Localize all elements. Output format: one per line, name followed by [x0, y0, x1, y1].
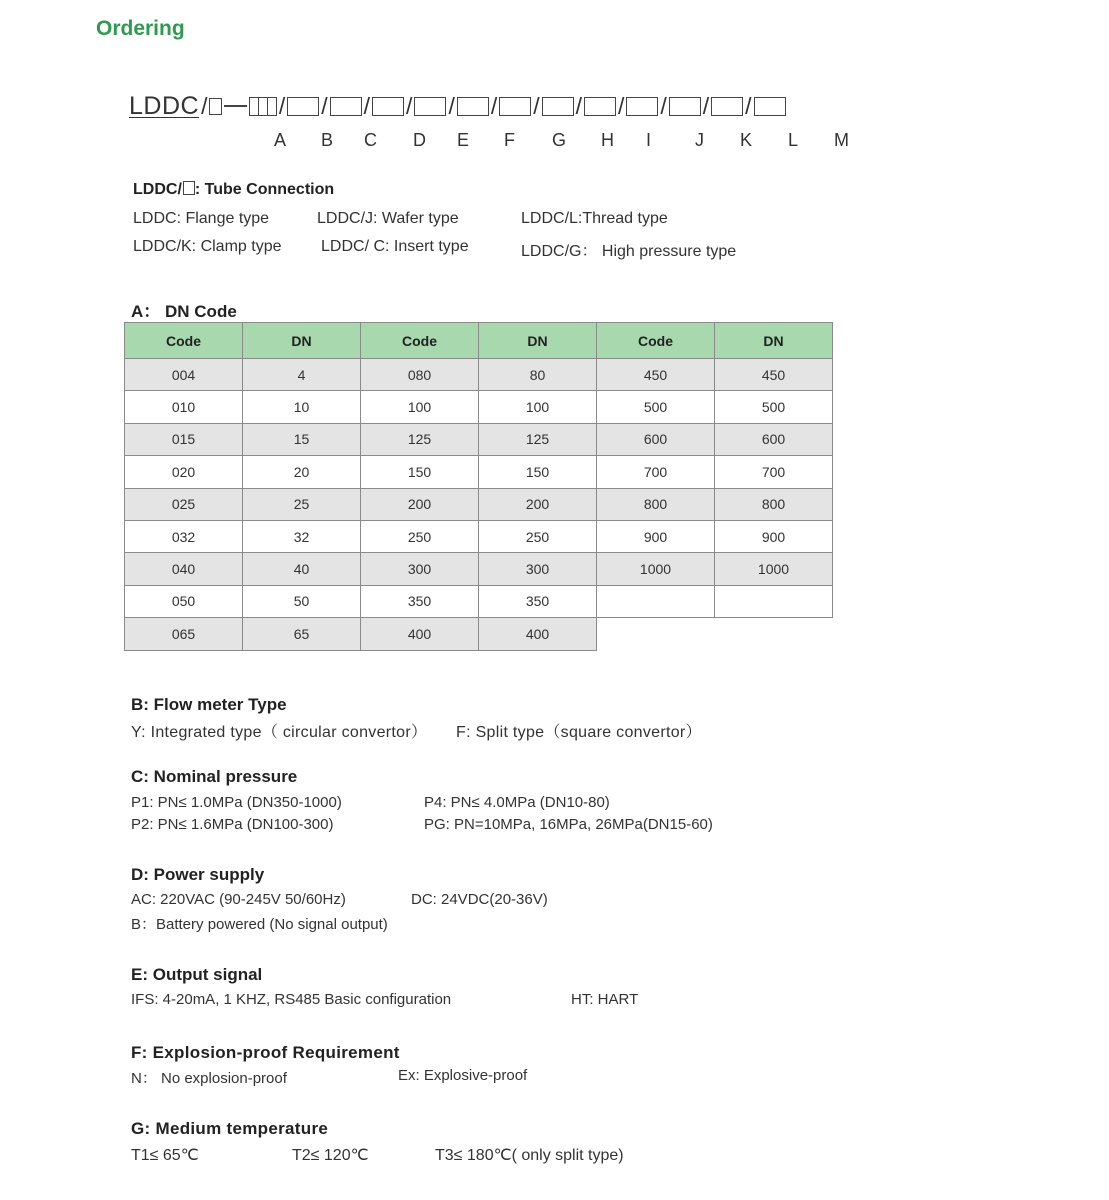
table-cell: 350 — [361, 585, 479, 617]
placeholder-box — [499, 97, 531, 116]
table-cell: 1000 — [597, 553, 715, 585]
placeholder-box — [414, 97, 446, 116]
slash-separator: / — [201, 92, 208, 119]
model-letter: I — [646, 130, 652, 150]
table-cell: 25 — [243, 488, 361, 520]
model-letter: G — [552, 130, 567, 150]
placeholder-box — [183, 181, 195, 195]
placeholder-box — [584, 97, 616, 116]
table-cell: 200 — [479, 488, 597, 520]
table-cell: 800 — [597, 488, 715, 520]
explosion-proof-heading: F: Explosion-proof Requirement — [131, 1043, 400, 1062]
medium-temperature-item: T1≤ 65℃ — [131, 1147, 199, 1164]
table-cell: 010 — [125, 391, 243, 423]
tube-type-item: LDDC/ C: Insert type — [321, 238, 469, 255]
table-cell: 040 — [125, 553, 243, 585]
model-prefix: LDDC — [129, 91, 200, 120]
table-cell: 600 — [715, 423, 833, 455]
table-cell: 080 — [361, 359, 479, 391]
model-letter: C — [364, 130, 377, 150]
column-header: DN — [243, 323, 361, 359]
table-cell: 10 — [243, 391, 361, 423]
model-letter: D — [413, 130, 426, 150]
table-cell: 400 — [361, 618, 479, 650]
model-code-diagram: LDDC / / / / / / / / / / / / / — [129, 91, 786, 121]
table-cell: 32 — [243, 520, 361, 552]
power-supply-item: AC: 220VAC (90-245V 50/60Hz) — [131, 891, 346, 908]
table-cell: 125 — [479, 423, 597, 455]
table-cell: 15 — [243, 423, 361, 455]
table-cell: 125 — [361, 423, 479, 455]
flow-meter-type-item: Y: Integrated type（ circular convertor） — [131, 724, 428, 741]
column-header: DN — [479, 323, 597, 359]
column-header: Code — [597, 323, 715, 359]
model-letter: J — [695, 130, 704, 150]
table-cell: 40 — [243, 553, 361, 585]
model-letter: E — [457, 130, 470, 150]
nominal-pressure-heading: C: Nominal pressure — [131, 767, 298, 786]
tube-connection-heading: LDDC/ : Tube Connection — [133, 181, 335, 198]
table-cell: 1000 — [715, 553, 833, 585]
flow-meter-type-heading: B: Flow meter Type — [131, 695, 287, 714]
explosion-proof-item: Ex: Explosive-proof — [398, 1067, 528, 1084]
model-letter: L — [788, 130, 799, 150]
medium-temperature-item: T2≤ 120℃ — [292, 1147, 369, 1164]
placeholder-box — [626, 97, 658, 116]
table-row — [125, 423, 833, 455]
table-cell — [597, 585, 715, 617]
table-cell: 025 — [125, 488, 243, 520]
dn-code-boxes — [249, 97, 276, 116]
nominal-pressure-item: PG: PN=10MPa, 16MPa, 26MPa(DN15-60) — [424, 816, 713, 833]
medium-temperature-item: T3≤ 180℃( only split type) — [435, 1147, 624, 1164]
placeholder-box — [669, 97, 701, 116]
model-letter: A — [274, 130, 287, 150]
tube-type-item: LDDC/J: Wafer type — [317, 210, 459, 227]
table-cell: 700 — [597, 456, 715, 488]
output-signal-item: IFS: 4-20mA, 1 KHZ, RS485 Basic configuration — [131, 991, 452, 1008]
table-cell: 065 — [125, 618, 243, 650]
column-header: DN — [715, 323, 833, 359]
power-supply-heading: D: Power supply — [131, 865, 265, 884]
column-header: Code — [361, 323, 479, 359]
table-cell: 65 — [243, 618, 361, 650]
table-cell: 015 — [125, 423, 243, 455]
placeholder-box — [542, 97, 574, 116]
table-cell: 032 — [125, 520, 243, 552]
dn-code-table — [124, 322, 833, 651]
table-cell: 150 — [479, 456, 597, 488]
table-row — [125, 585, 833, 617]
table-cell: 050 — [125, 585, 243, 617]
placeholder-box — [457, 97, 489, 116]
placeholder-box — [330, 97, 362, 116]
model-letter: F — [504, 130, 515, 150]
nominal-pressure-item: P1: PN≤ 1.0MPa (DN350-1000) — [131, 794, 342, 811]
table-cell: 450 — [715, 359, 833, 391]
table-cell: 800 — [715, 488, 833, 520]
nominal-pressure-item: P4: PN≤ 4.0MPa (DN10-80) — [424, 794, 610, 811]
table-cell: 020 — [125, 456, 243, 488]
power-supply-item: DC: 24VDC(20-36V) — [411, 891, 548, 908]
dash-separator — [224, 105, 247, 107]
table-cell: 100 — [361, 391, 479, 423]
model-letter: K — [740, 130, 753, 150]
table-row — [125, 618, 833, 650]
explosion-proof-item: N： No explosion-proof — [131, 1070, 287, 1087]
tube-type-item: LDDC/K: Clamp type — [133, 238, 282, 255]
table-cell: 300 — [479, 553, 597, 585]
table-row — [125, 391, 833, 423]
placeholder-box — [287, 97, 319, 116]
empty-cell — [715, 618, 833, 650]
tube-type-item: LDDC/G： High pressure type — [521, 243, 737, 260]
table-cell: 150 — [361, 456, 479, 488]
dn-code-heading: A： DN Code — [131, 302, 237, 321]
table-cell: 700 — [715, 456, 833, 488]
tube-type-item: LDDC/L:Thread type — [521, 210, 668, 227]
table-cell: 4 — [243, 359, 361, 391]
column-header: Code — [125, 323, 243, 359]
table-cell: 600 — [597, 423, 715, 455]
page-title: Ordering — [96, 17, 185, 40]
output-signal-heading: E: Output signal — [131, 965, 263, 984]
flow-meter-type-item: F: Split type（square convertor） — [456, 724, 702, 741]
table-cell: 200 — [361, 488, 479, 520]
table-cell: 004 — [125, 359, 243, 391]
table-row — [125, 359, 833, 391]
table-cell: 250 — [479, 520, 597, 552]
model-letter: H — [601, 130, 614, 150]
placeholder-box — [372, 97, 404, 116]
model-letter: B — [321, 130, 334, 150]
table-cell: 500 — [715, 391, 833, 423]
nominal-pressure-item: P2: PN≤ 1.6MPa (DN100-300) — [131, 816, 334, 833]
table-cell: 450 — [597, 359, 715, 391]
table-row — [125, 488, 833, 520]
model-letter: M — [834, 130, 849, 150]
placeholder-box — [754, 97, 786, 116]
table-row — [125, 456, 833, 488]
table-cell: 250 — [361, 520, 479, 552]
table-row — [125, 553, 833, 585]
table-header-row — [125, 323, 833, 359]
table-cell: 350 — [479, 585, 597, 617]
table-cell: 80 — [479, 359, 597, 391]
tube-type-item: LDDC: Flange type — [133, 210, 270, 227]
placeholder-box — [209, 98, 222, 115]
table-cell: 900 — [597, 520, 715, 552]
table-cell: 400 — [479, 618, 597, 650]
empty-cell — [597, 618, 715, 650]
placeholder-box — [711, 97, 743, 116]
table-cell — [715, 585, 833, 617]
power-supply-item: B：Battery powered (No signal output) — [131, 916, 388, 933]
output-signal-item: HT: HART — [571, 991, 639, 1008]
table-row — [125, 520, 833, 552]
table-cell: 300 — [361, 553, 479, 585]
table-cell: 900 — [715, 520, 833, 552]
table-cell: 500 — [597, 391, 715, 423]
table-cell: 20 — [243, 456, 361, 488]
medium-temperature-heading: G: Medium temperature — [131, 1119, 329, 1138]
table-cell: 50 — [243, 585, 361, 617]
table-cell: 100 — [479, 391, 597, 423]
